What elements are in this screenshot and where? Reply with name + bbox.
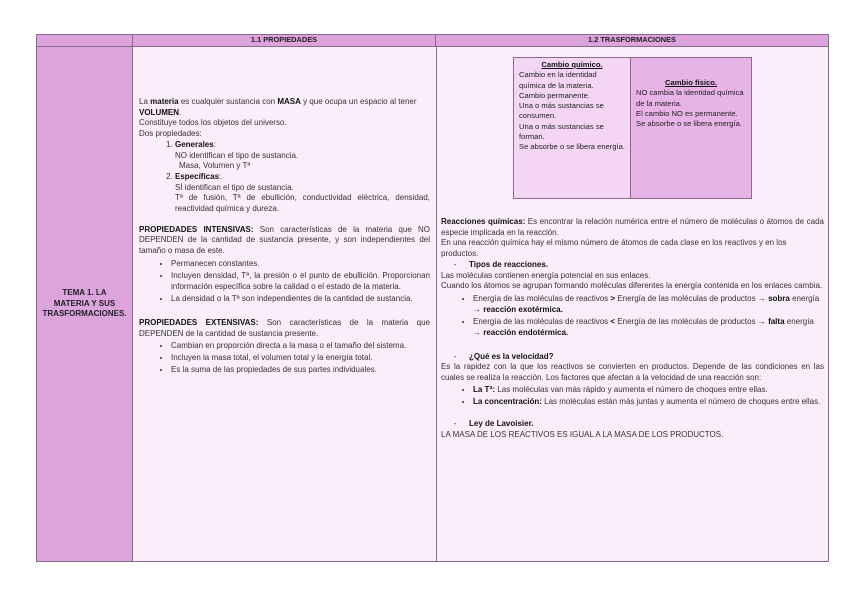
- intensivas-item: • La densidad o la Tª son independientes de la cantidad de sustancia.: [171, 294, 430, 305]
- topic-line-3: TRASFORMACIONES.: [42, 309, 127, 319]
- extensivas-item: • Incluyen la masa total, el volumen total y la energía total.: [171, 353, 430, 364]
- tipos-text-1: Las moléculas contienen energía potencial en sus enlaces.: [441, 270, 651, 280]
- intensivas-item: • Permanecen constantes.: [171, 259, 430, 270]
- especificas-line-1: SÍ identifican el tipo de sustancia.: [175, 182, 294, 192]
- lavoisier-heading: - Ley de Lavoisier.: [453, 419, 534, 429]
- chemical-change-line: Cambio permanente.: [519, 90, 590, 100]
- header-propiedades: 1.1 PROPIEDADES: [133, 35, 436, 47]
- topic-line-1: TEMA 1. LA: [62, 288, 107, 298]
- chemical-change-line: Se absorbe o se libera energía.: [519, 142, 625, 152]
- temperature-factor: • La Tª: Las moléculas van más rápido y aumenta el número de choques entre ellas.: [473, 385, 824, 396]
- notes-table: [36, 34, 829, 562]
- chemical-change-box: [513, 57, 631, 199]
- physical-change-title: Cambio físico.: [665, 78, 717, 87]
- chemical-change-line: Una o más sustancias se consumen.: [519, 101, 604, 121]
- concentration-factor: • La concentración: Las moléculas están más juntas y aumenta el número de choques entre ellas.: [473, 397, 824, 408]
- lavoisier-text: LA MASA DE LOS REACTIVOS ES IGUAL A LA MASA DE LOS PRODUCTOS.: [441, 429, 724, 439]
- transformaciones-column: [437, 217, 828, 441]
- endothermic-item: • Energía de las moléculas de reactivos < Energía de las moléculas de productos → falta energía → reacción endotérmica.: [473, 317, 824, 338]
- intensivas-item: • Incluyen densidad, Tª, la presión o el punto de ebullición. Proporcionan información específica sobre la calidad o el estado de la materia.: [171, 271, 430, 292]
- extensivas-list: [139, 341, 430, 376]
- extensivas-item: • Es la suma de las propiedades de sus partes individuales.: [171, 365, 430, 376]
- extensivas-paragraph: PROPIEDADES EXTENSIVAS: Son características de la materia que DEPENDEN de la cantidad de sustancia presente.: [139, 318, 430, 338]
- especificas-line-2: Tª de fusión, Tª de ebullición, conductividad eléctrica, densidad, reactividad química y dureza.: [175, 193, 430, 214]
- materia-definition: La materia es cualquier sustancia con MASA y que ocupa un espacio al tener VOLUMEN.: [139, 97, 417, 117]
- physical-change-line: NO cambia la identidad química de la materia.: [636, 88, 744, 108]
- velocidad-heading: - ¿Qué es la velocidad?: [453, 351, 554, 361]
- topic-label: [37, 47, 133, 561]
- generales-item: 1. Generales: NO identifican el tipo de sustancia. Masa, Volumen y Tª: [175, 140, 430, 172]
- chemical-change-line: Cambio en la identidad química de la materia.: [519, 70, 597, 90]
- velocidad-text: Es la rapidez con la que los reactivos se convierten en productos. Depende de las condiciones en las cuales se realiza la reacción. Los factores que afectan a la velocidad de una reacción son:: [441, 362, 824, 383]
- generales-line-2: Masa, Volumen y Tª: [179, 161, 251, 171]
- exothermic-item: • Energía de las moléculas de reactivos > Energía de las moléculas de productos → sobra energía → reacción exotérmica.: [473, 294, 824, 315]
- propiedades-column: [133, 97, 436, 377]
- topic-line-2: MATERIA Y SUS: [53, 298, 116, 308]
- physical-change-line: Se absorbe o se libera energía.: [636, 119, 742, 129]
- universe-line: Constituye todos los objetos del universo.: [139, 118, 287, 128]
- physical-change-line: El cambio NO es permanente.: [636, 108, 738, 118]
- property-types-list: [139, 140, 430, 215]
- reacciones-paragraph-2: En una reacción química hay el mismo número de átomos de cada clase en los reactivos y en los productos.: [441, 238, 787, 259]
- two-properties-line: Dos propiedades:: [139, 129, 202, 139]
- extensivas-item: • Cambian en proporción directa a la masa o el tamaño del sistema.: [171, 341, 430, 352]
- header-transformaciones: 1.2 TRASFORMACIONES: [436, 35, 828, 47]
- velocidad-factors-list: [441, 385, 824, 408]
- reacciones-paragraph: Reacciones químicas: Es encontrar la relación numérica entre el número de moléculas o átomos de cada especie implicada en la reacción.: [441, 217, 824, 237]
- chemical-change-title: Cambio químico.: [541, 60, 603, 69]
- tipos-heading: - Tipos de reacciones.: [453, 259, 548, 269]
- especificas-item: 2. Específicas: SÍ identifican el tipo de sustancia. Tª de fusión, Tª de ebullición, conductividad eléctrica, densidad, reactividad química y dureza.: [175, 172, 430, 215]
- header-corner: [37, 35, 133, 47]
- physical-change-box: [631, 57, 752, 199]
- reaction-types-list: [441, 294, 824, 338]
- tipos-text-2: Cuando los átomos se agrupan formando moléculas diferentes la energía contenida en los enlaces cambia.: [441, 281, 823, 291]
- intensivas-list: [139, 259, 430, 305]
- change-comparison-boxes: [513, 57, 752, 199]
- generales-line-1: NO identifican el tipo de sustancia.: [175, 150, 299, 160]
- intensivas-paragraph: PROPIEDADES INTENSIVAS: Son características de la materia que NO DEPENDEN de la cantidad de sustancia presente, y son independientes del tamaño o masa de este.: [139, 224, 430, 256]
- chemical-change-line: Una o más sustancias se forman.: [519, 121, 604, 142]
